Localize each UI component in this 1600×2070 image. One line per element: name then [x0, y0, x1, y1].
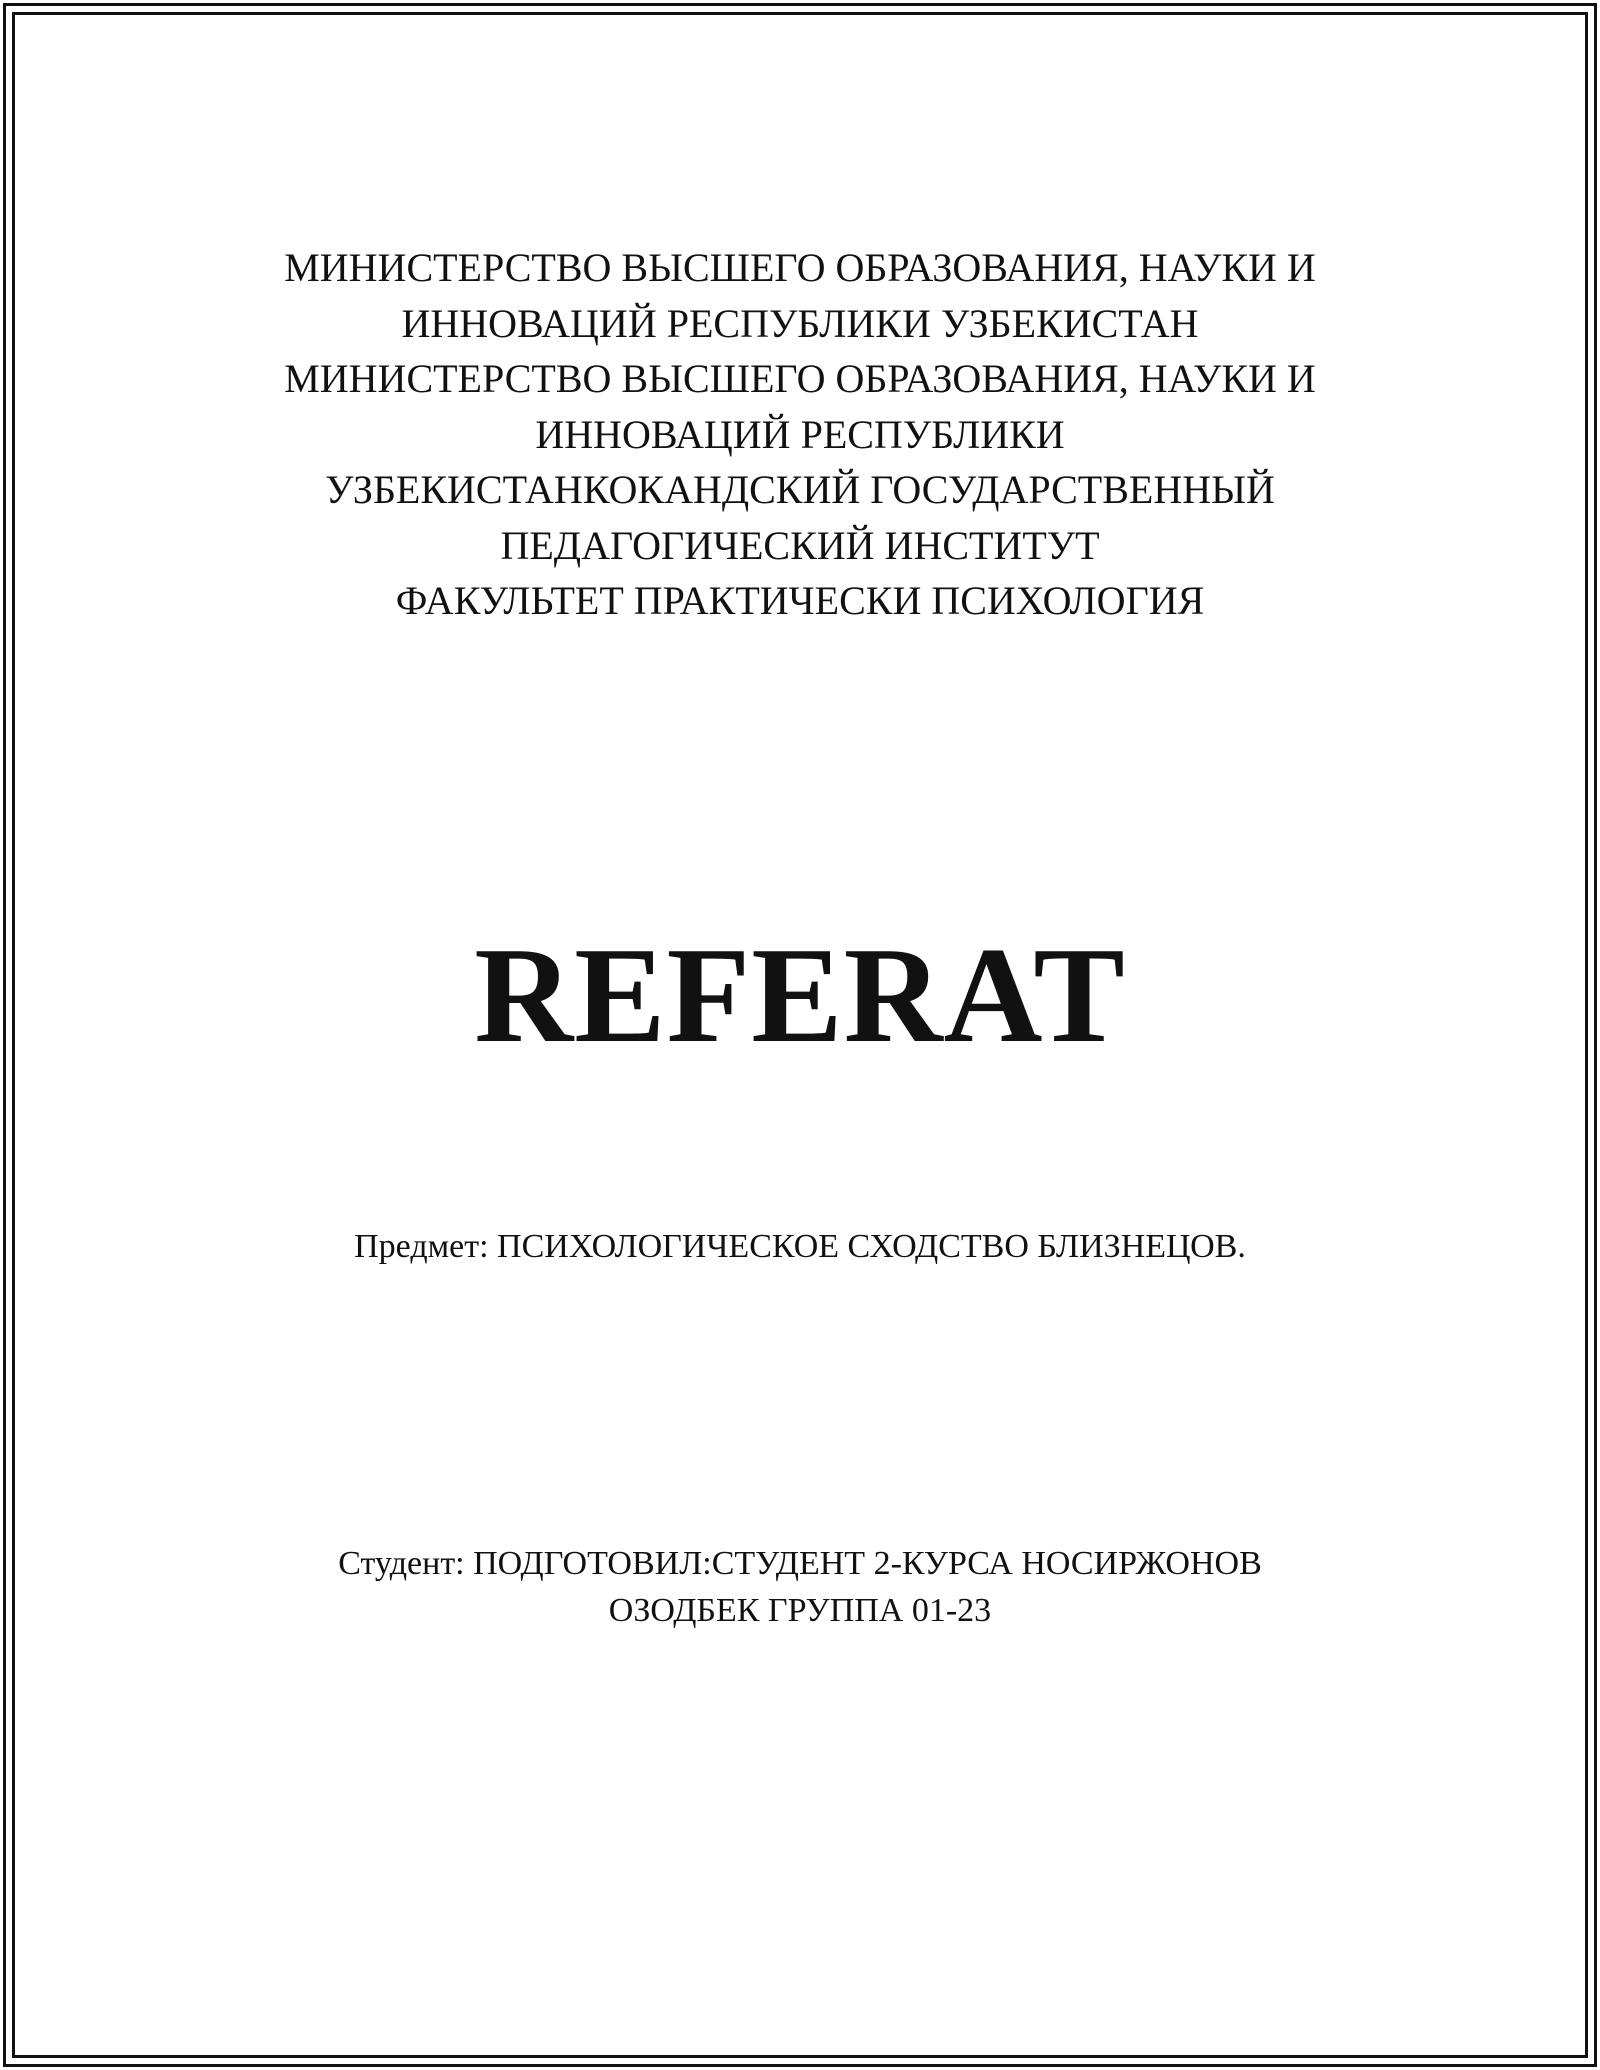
- subject-value: ПСИХОЛОГИЧЕСКОЕ СХОДСТВО БЛИЗНЕЦОВ.: [497, 1228, 1246, 1265]
- student-value: ПОДГОТОВИЛ:СТУДЕНТ 2-КУРСА НОСИРЖОНОВ: [473, 1545, 1262, 1582]
- student-label: Студент:: [338, 1545, 465, 1582]
- subject-label: Предмет:: [354, 1228, 489, 1265]
- header-line: ФАКУЛЬТЕТ ПРАКТИЧЕСКИ ПСИХОЛОГИЯ: [395, 578, 1205, 623]
- header-line: УЗБЕКИСТАНКОКАНДСКИЙ ГОСУДАРСТВЕННЫЙ: [325, 467, 1275, 512]
- document-title: REFERAT: [474, 919, 1126, 1071]
- header-line: МИНИСТЕРСТВО ВЫСШЕГО ОБРАЗОВАНИЯ, НАУКИ И: [284, 245, 1316, 290]
- student-block: [100, 1540, 1500, 1634]
- subject-line: [100, 1223, 1500, 1271]
- institution-header: [150, 240, 1450, 629]
- header-line: ПЕДАГОГИЧЕСКИЙ ИНСТИТУТ: [500, 522, 1100, 568]
- header-line: ИННОВАЦИЙ РЕСПУБЛИКИ УЗБЕКИСТАН: [401, 300, 1199, 346]
- student-line-2: ОЗОДБЕК ГРУППА 01-23: [608, 1592, 992, 1629]
- student-line-1: [100, 1540, 1500, 1587]
- header-line: МИНИСТЕРСТВО ВЫСШЕГО ОБРАЗОВАНИЯ, НАУКИ И: [284, 356, 1316, 401]
- header-line: ИННОВАЦИЙ РЕСПУБЛИКИ: [535, 411, 1065, 457]
